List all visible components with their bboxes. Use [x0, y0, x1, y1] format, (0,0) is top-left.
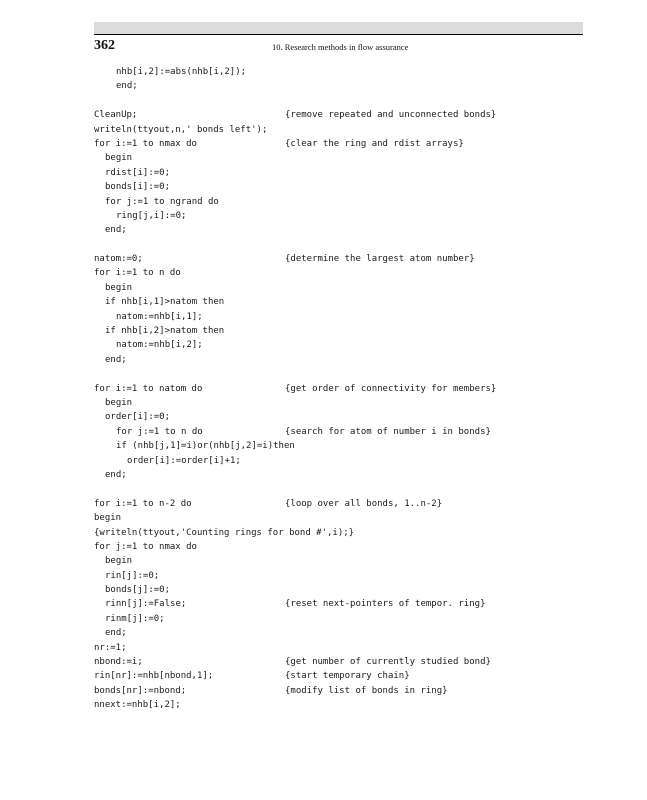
- code-text: rdist[i]:=0;: [105, 167, 171, 178]
- code-text: rin[j]:=0;: [105, 570, 160, 581]
- code-line: [94, 669, 583, 683]
- code-line: [94, 252, 583, 266]
- code-text: for i:=1 to natom do: [94, 383, 203, 394]
- code-line: [94, 597, 583, 611]
- code-line: [94, 238, 583, 252]
- code-line: [94, 324, 583, 338]
- code-line: [94, 626, 583, 640]
- code-line: [94, 65, 583, 79]
- code-text: end;: [105, 225, 127, 236]
- code-line: [94, 612, 583, 626]
- code-line: [94, 79, 583, 93]
- code-line: [94, 439, 583, 453]
- code-text: nhb[i,2]:=abs(nhb[i,2]);: [116, 67, 247, 77]
- code-line: [94, 166, 583, 180]
- code-line: [94, 583, 583, 597]
- code-text: for i:=1 to n do: [94, 268, 181, 279]
- code-text: bonds[i]:=0;: [105, 182, 171, 193]
- code-text: end;: [105, 469, 127, 480]
- code-text: CleanUp;: [94, 110, 138, 121]
- code-line: [94, 482, 583, 496]
- code-text: end;: [105, 354, 127, 365]
- code-text: for j:=1 to n do: [116, 426, 203, 437]
- code-comment: {modify list of bonds in ring}: [285, 685, 448, 696]
- code-text: end;: [105, 628, 127, 639]
- code-text: end;: [116, 81, 138, 92]
- code-line: [94, 367, 583, 381]
- code-line: [94, 540, 583, 554]
- code-text: bonds[nr]:=nbond;: [94, 685, 187, 696]
- code-line: [94, 310, 583, 324]
- code-line: [94, 223, 583, 237]
- code-text: for j:=1 to nmax do: [94, 541, 197, 552]
- code-comment: {get order of connectivity for members}: [285, 383, 497, 394]
- code-comment: {remove repeated and unconnected bonds}: [285, 110, 497, 121]
- code-line: [94, 195, 583, 209]
- code-line: [94, 396, 583, 410]
- code-line: [94, 281, 583, 295]
- code-text: natom:=nhb[i,1];: [116, 311, 203, 322]
- code-comment: {get number of currently studied bond}: [285, 657, 491, 668]
- code-text: nr:=1;: [94, 642, 127, 653]
- code-text: begin: [105, 153, 133, 164]
- code-line: [94, 454, 583, 468]
- code-text: begin: [105, 282, 133, 293]
- code-text: if nhb[i,2]>natom then: [105, 326, 225, 337]
- code-line: [94, 123, 583, 137]
- code-text: begin: [94, 513, 122, 524]
- code-line: [94, 468, 583, 482]
- code-line: [94, 209, 583, 223]
- code-text: order[i]:=0;: [105, 412, 171, 423]
- code-text: ring[j,i]:=0;: [116, 210, 187, 221]
- code-listing: [94, 65, 583, 713]
- code-text: order[i]:=order[i]+1;: [127, 455, 241, 466]
- code-line: [94, 382, 583, 396]
- code-text: nnext:=nhb[i,2];: [94, 700, 181, 711]
- code-text: if nhb[i,1]>natom then: [105, 297, 225, 308]
- code-text: for i:=1 to nmax do: [94, 138, 197, 149]
- code-line: [94, 338, 583, 352]
- code-line: [94, 151, 583, 165]
- code-text: begin: [105, 556, 133, 567]
- header-band: [94, 22, 583, 34]
- code-line: [94, 698, 583, 712]
- code-line: [94, 554, 583, 568]
- code-line: [94, 497, 583, 511]
- code-comment: {search for atom of number i in bonds}: [285, 426, 491, 437]
- code-line: [94, 526, 583, 540]
- running-head: 10. Research methods in flow assurance: [272, 42, 409, 52]
- code-comment: {clear the ring and rdist arrays}: [285, 138, 464, 149]
- code-text: rinn[j]:=False;: [105, 599, 187, 610]
- code-text: natom:=nhb[i,2];: [116, 340, 203, 351]
- code-comment: {reset next-pointers of tempor. ring}: [285, 599, 486, 610]
- code-line: [94, 94, 583, 108]
- code-line: [94, 410, 583, 424]
- code-text: for i:=1 to n-2 do: [94, 498, 192, 509]
- code-text: rin[nr]:=nhb[nbond,1];: [94, 671, 214, 682]
- code-text: nbond:=i;: [94, 657, 143, 668]
- code-text: writeln(ttyout,n,' bonds left');: [94, 124, 268, 135]
- code-line: [94, 180, 583, 194]
- code-line: [94, 266, 583, 280]
- header-rule: [94, 34, 583, 35]
- code-comment: {loop over all bonds, 1..n-2}: [285, 498, 443, 509]
- code-comment: {determine the largest atom number}: [285, 254, 475, 265]
- code-text: rinm[j]:=0;: [105, 613, 165, 624]
- code-text: begin: [105, 397, 133, 408]
- code-line: [94, 425, 583, 439]
- page-number: 362: [94, 38, 115, 53]
- code-text: natom:=0;: [94, 254, 143, 265]
- code-line: [94, 137, 583, 151]
- code-line: [94, 353, 583, 367]
- code-text: bonds[j]:=0;: [105, 585, 171, 596]
- code-text: if (nhb[j,1]=i)or(nhb[j,2]=i)then: [116, 441, 295, 452]
- code-line: [94, 684, 583, 698]
- code-line: [94, 295, 583, 309]
- code-line: [94, 655, 583, 669]
- code-comment: {start temporary chain}: [285, 671, 410, 682]
- code-text: {writeln(ttyout,'Counting rings for bond #',i);}: [94, 527, 355, 538]
- code-line: [94, 641, 583, 655]
- code-line: [94, 108, 583, 122]
- code-text: for j:=1 to ngrand do: [105, 196, 219, 207]
- code-line: [94, 511, 583, 525]
- code-line: [94, 569, 583, 583]
